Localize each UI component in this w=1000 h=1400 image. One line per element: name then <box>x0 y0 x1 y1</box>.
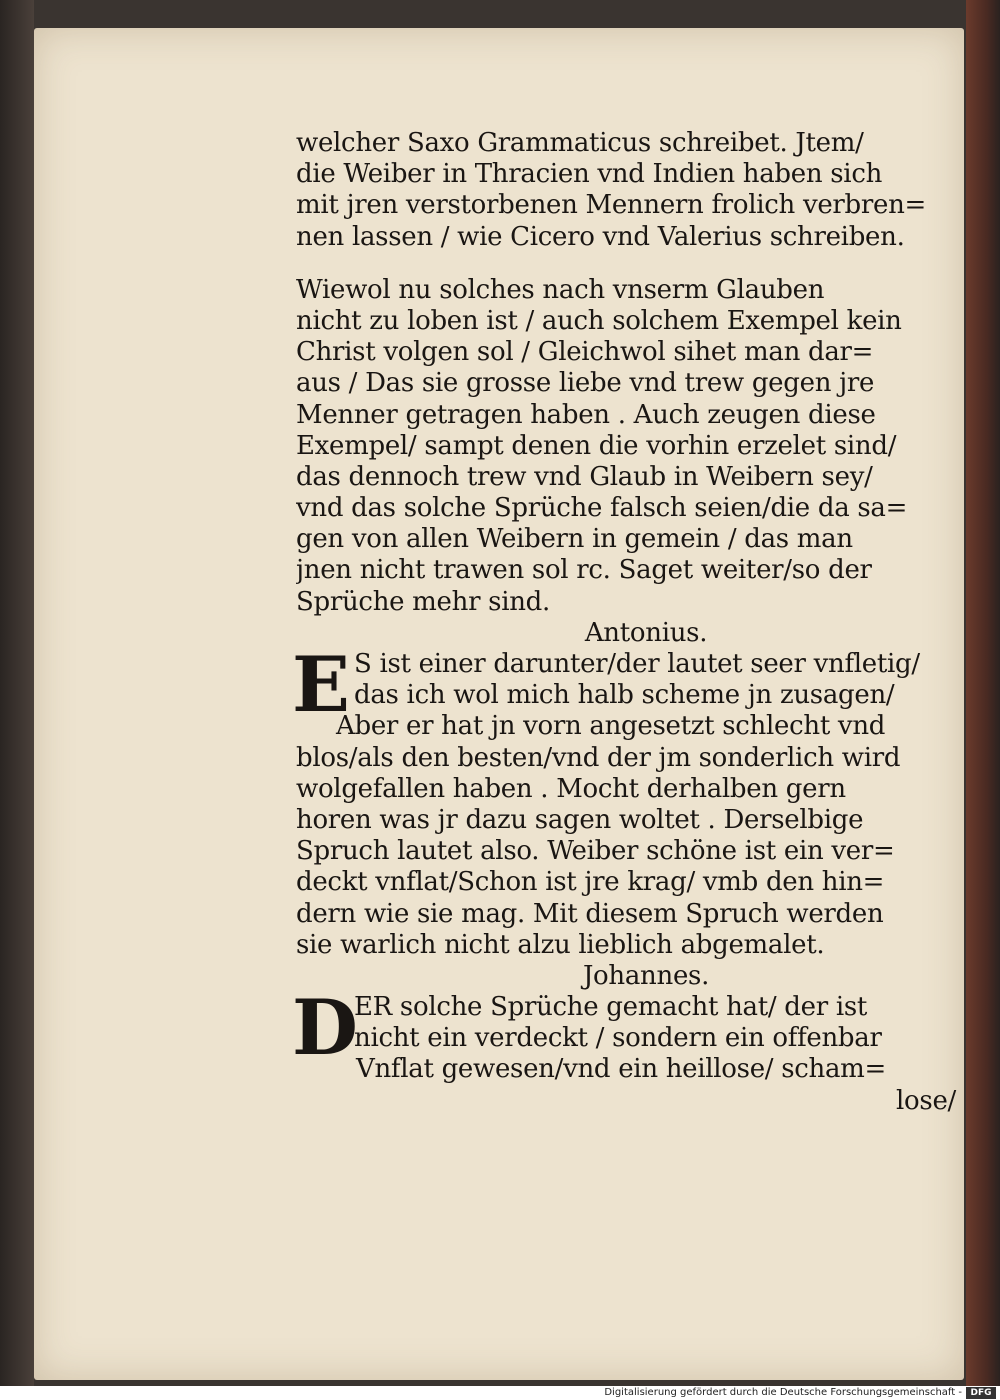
text-line: Aber er hat jn vorn angesetzt schlecht vnd <box>336 711 886 742</box>
dfg-logo-icon: DFG <box>966 1387 996 1399</box>
text-line: sie warlich nicht alzu lieblich abgemalet. <box>296 929 825 960</box>
text-line: horen was jr dazu sagen woltet . Derselbige <box>296 804 864 835</box>
book-edge-right <box>966 0 1000 1386</box>
speaker-heading-johannes: Johannes. <box>582 960 710 991</box>
text-line: Vnflat gewesen/vnd ein heillose/ scham= <box>356 1054 887 1085</box>
text-line: wolgefallen haben . Mocht derhalben gern <box>296 773 846 804</box>
paragraph-intro <box>296 128 956 253</box>
drop-cap: D <box>292 983 358 1073</box>
text-line: Sprüche mehr sind. <box>296 586 550 617</box>
text-line: nicht ein verdeckt / sondern ein offenbar <box>354 1023 882 1054</box>
text-line: das ich wol mich halb scheme jn zusagen/ <box>354 680 895 711</box>
text-line: welcher Saxo Grammaticus schreibet. Jtem/ <box>296 128 864 158</box>
text-line: vnd das solche Sprüche falsch seien/die da sa= <box>296 493 908 524</box>
text-line: das dennoch trew vnd Glaub in Weibern sey/ <box>296 461 873 492</box>
text-line: Christ volgen sol / Gleichwol sihet man dar= <box>296 337 874 368</box>
catchword: lose/ <box>896 1085 956 1116</box>
text-line: nen lassen / wie Cicero vnd Valerius schreiben. <box>296 221 905 252</box>
paragraph-second <box>296 275 956 618</box>
book-page <box>34 28 964 1380</box>
text-line: gen von allen Weibern in gemein / das man <box>296 524 853 555</box>
text-line: mit jren verstorbenen Mennern frolich verbren= <box>296 190 927 221</box>
text-line: blos/als den besten/vnd der jm sonderlich wird <box>296 742 901 773</box>
text-line: dern wie sie mag. Mit diesem Spruch werden <box>296 898 884 929</box>
paragraph-gap <box>296 253 956 275</box>
text-line: nicht zu loben ist / auch solchem Exempel kein <box>296 305 902 336</box>
book-edge-left <box>0 0 34 1386</box>
footer-bar <box>0 1386 1000 1400</box>
text-line: Menner getragen haben . Auch zeugen diese <box>296 399 876 430</box>
paragraph-antonius <box>292 640 956 961</box>
footer-credit: Digitalisierung gefördert durch die Deutsche Forschungsgemeinschaft - <box>604 1387 962 1398</box>
paragraph-johannes <box>292 983 956 1086</box>
text-line: ER solche Sprüche gemacht hat/ der ist <box>354 992 868 1023</box>
text-line: aus / Das sie grosse liebe vnd trew gegen jre <box>296 368 875 399</box>
drop-cap: E <box>292 640 350 729</box>
page-text <box>292 128 956 1117</box>
text-line: Spruch lautet also. Weiber schöne ist ein ver= <box>296 836 895 867</box>
speaker-heading-antonius: Antonius. <box>584 617 708 648</box>
text-line: Exempel/ sampt denen die vorhin erzelet sind/ <box>296 430 897 461</box>
text-line: jnen nicht trawen sol rc. Saget weiter/so der <box>296 555 872 586</box>
text-line: Wiewol nu solches nach vnserm Glauben <box>296 274 825 305</box>
text-line: deckt vnflat/Schon ist jre krag/ vmb den hin= <box>296 867 885 898</box>
text-line: S ist einer darunter/der lautet seer vnfletig/ <box>354 649 920 679</box>
text-line: die Weiber in Thracien vnd Indien haben sich <box>296 159 883 190</box>
